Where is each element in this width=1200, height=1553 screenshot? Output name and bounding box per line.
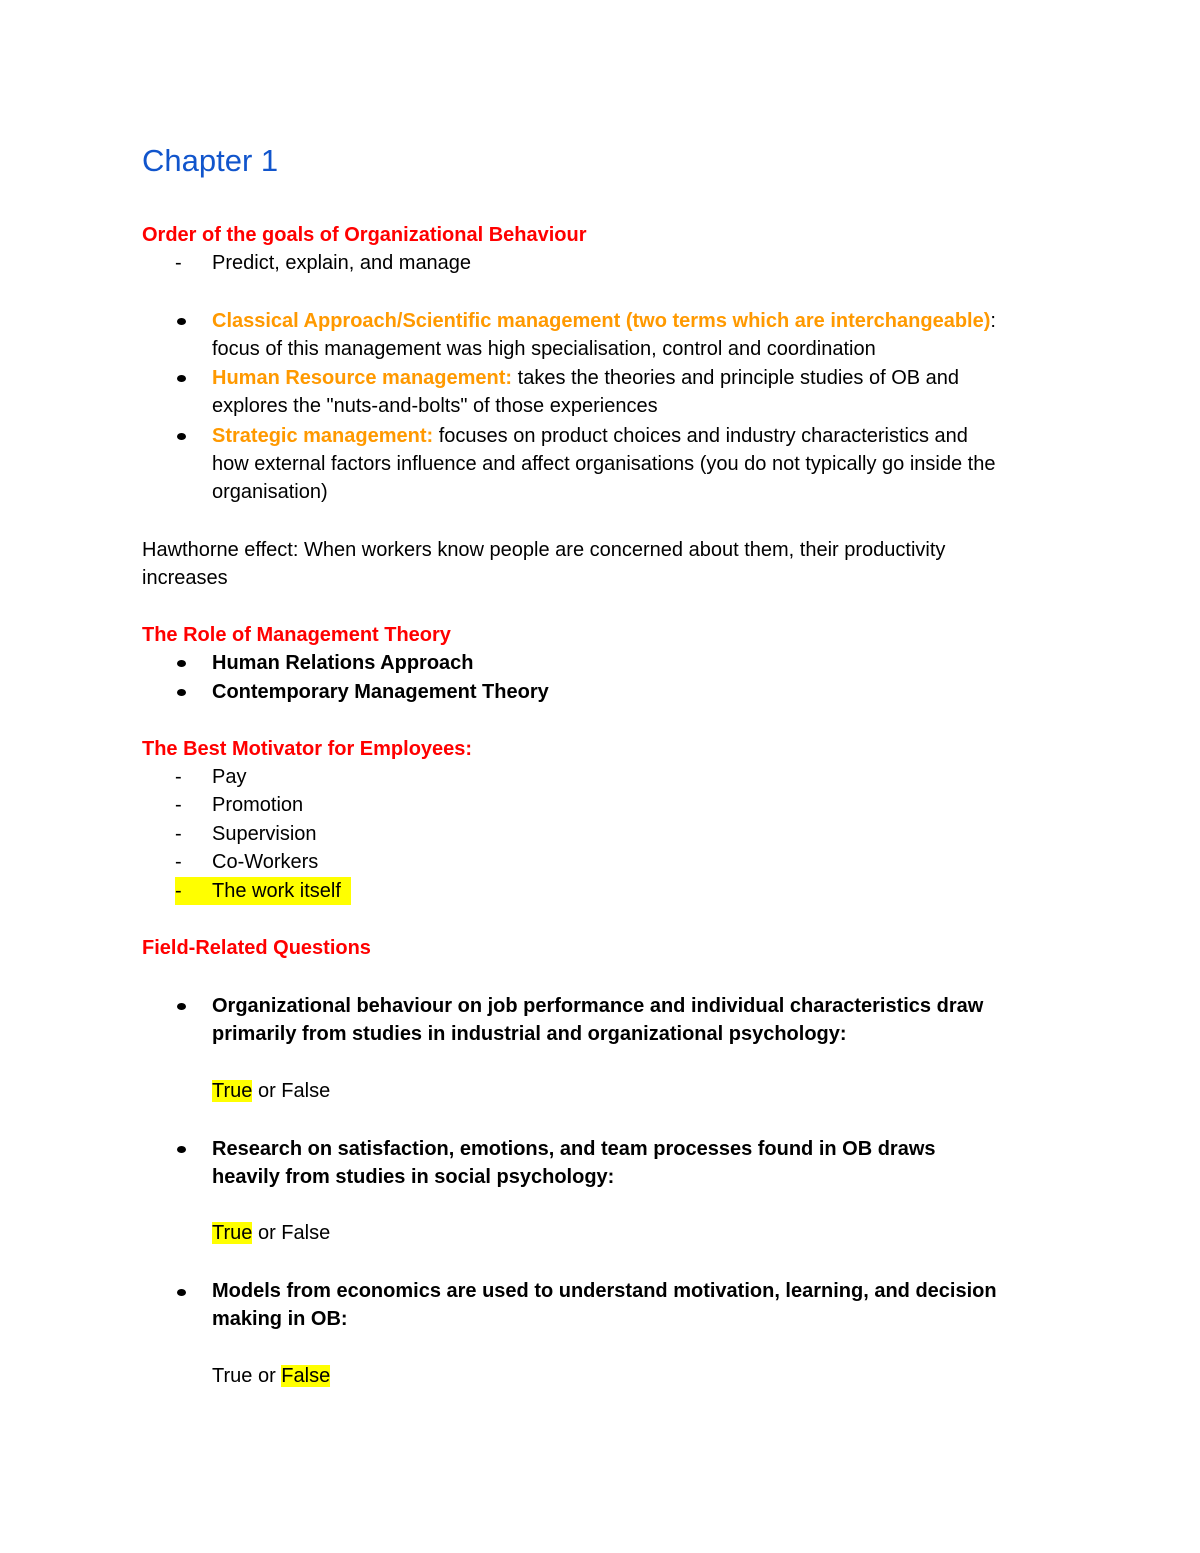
bullet-icon [177,689,186,696]
approach-item-line [212,307,996,335]
approach-item-line: organisation) [212,481,328,503]
question-line: Research on satisfaction, emotions, and team processes found in OB draws [212,1138,936,1160]
bullet-icon [177,1146,186,1153]
question-line: Organizational behaviour on job performance and individual characteristics draw [212,995,984,1017]
question-line: Models from economics are used to understand motivation, learning, and decision [212,1280,997,1302]
role-heading: The Role of Management Theory [142,624,451,646]
approach-colon: : [990,310,996,332]
dash-marker: - [175,252,182,274]
approach-description: takes the theories and principle studies of OB and [512,367,960,389]
dash-marker: - [175,766,182,788]
approach-term: Human Resource management: [212,367,513,389]
motivator-list-item: Supervision [212,823,317,845]
answer-false: False [281,1080,331,1102]
bullet-icon [177,1003,186,1010]
approach-item-line [212,364,959,392]
approach-term: Strategic management: [212,425,434,447]
answer-false: False [281,1222,331,1244]
question-line: making in OB: [212,1308,348,1330]
approach-term: Classical Approach/Scientific management (two terms which are interchangeable) [212,310,991,332]
bullet-icon [177,1289,186,1296]
field-heading: Field-Related Questions [142,937,371,959]
approach-description: focuses on product choices and industry characteristics and [433,425,968,447]
answer-false-highlighted: False [281,1365,331,1387]
question-line: heavily from studies in social psychology: [212,1166,615,1188]
dash-marker: - [175,794,182,816]
answer-true-highlighted: True [212,1222,253,1244]
answer-or: or [252,1080,282,1102]
motivator-heading: The Best Motivator for Employees: [142,738,473,760]
hawthorne-paragraph-line: increases [142,567,228,589]
chapter-title: Chapter 1 [142,143,279,178]
approach-item-line: focus of this management was high specialisation, control and coordination [212,338,876,360]
answer-or: or [252,1365,282,1387]
bullet-icon [177,318,186,325]
true-false-answer [212,1077,330,1105]
dash-marker: - [175,851,182,873]
question-line: primarily from studies in industrial and organizational psychology: [212,1023,847,1045]
goals-list-item: Predict, explain, and manage [212,252,472,274]
motivator-list-item: Co-Workers [212,851,319,873]
bullet-icon [177,433,186,440]
motivator-list-item: Promotion [212,794,304,816]
hawthorne-paragraph-line: Hawthorne effect: When workers know people are concerned about them, their productivity [142,539,946,561]
approach-item-line: explores the "nuts-and-bolts" of those experiences [212,395,658,417]
dash-marker: - [175,880,182,902]
true-false-answer [212,1219,330,1247]
bullet-icon [177,660,186,667]
motivator-list-item: Pay [212,766,247,788]
goals-heading: Order of the goals of Organizational Behaviour [142,224,587,246]
motivator-list-item-highlighted: The work itself [212,880,341,902]
approach-item-line [212,422,968,450]
true-false-answer [212,1362,330,1390]
role-list-item: Human Relations Approach [212,652,474,674]
answer-true-highlighted: True [212,1080,253,1102]
answer-true: True [212,1365,253,1387]
role-list-item: Contemporary Management Theory [212,681,549,703]
answer-or: or [252,1222,282,1244]
dash-marker: - [175,823,182,845]
bullet-icon [177,375,186,382]
approach-item-line: how external factors influence and affect organisations (you do not typically go inside the [212,453,996,475]
